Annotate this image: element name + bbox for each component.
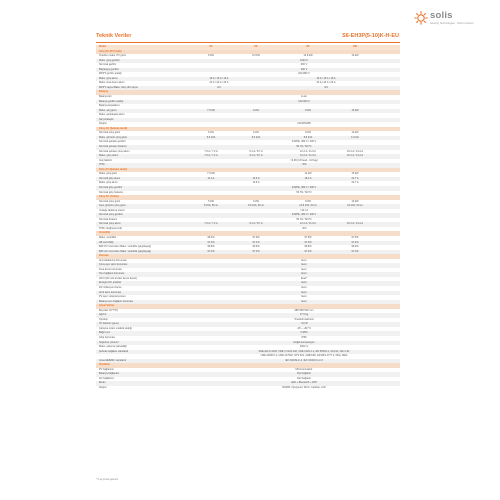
spec-value-2: 13.6 A [252, 176, 260, 180]
spec-value-4: 97.9% [351, 235, 359, 239]
spec-value-4: 22.7 A [351, 181, 359, 185]
spec-value-3: 12.2 A / 11.6 A [300, 149, 316, 153]
spec-label: Maks. çıkış akımı [99, 154, 119, 158]
spec-value-1: 7.5 kW [207, 172, 215, 176]
spec-label: Çalışma ortam sıcaklık aralığı [99, 326, 132, 330]
spec-value-shared: Evet [301, 299, 307, 303]
spec-value-shared: <3% [301, 163, 307, 167]
spec-label: Nominal şebeke gerilimi [99, 140, 126, 144]
spec-value-shared: 1000 V [300, 58, 308, 62]
spec-value-2: 6.6 kVA [251, 135, 261, 139]
spec-label: Maks. görünür çıkış gücü [99, 135, 127, 139]
spec-value-5k-6k: 16 A / 16 A / 16 A [209, 76, 229, 80]
spec-label: Nominal çıkış gerilimi [99, 213, 123, 217]
spec-value-3: 12.8 kVA, 60 sn [299, 204, 317, 208]
spec-value-shared: Evet [301, 285, 307, 289]
spec-value-shared: 160 V [300, 67, 308, 71]
spec-label: Nominal çıkış gücü [99, 131, 121, 135]
spec-value-shared: <2% [301, 226, 307, 230]
spec-label: AB verimliliği [99, 240, 114, 244]
spec-label: Nominal şebeke frekansı [99, 145, 127, 149]
spec-table [96, 45, 400, 391]
spec-label: Batarya gerilim aralığı [99, 99, 124, 103]
spec-value-shared: UNE 206007-1, UNE 217002, NTS 631, G98/G99, AS/NZS 4777.2, PEA, MEA [260, 354, 348, 358]
spec-label: Ağırlık [99, 313, 107, 317]
spec-value-shared: Evet [301, 263, 307, 267]
spec-label: BAT-PV üzerinden Maks. verimlilik (şarj/deşarj) [99, 245, 151, 249]
spec-label: Nominal çıkış akımı [99, 222, 121, 226]
spec-label: Ekran [99, 381, 106, 385]
spec-value-3: 97.0% [304, 240, 312, 244]
spec-value-shared: 4000 m [299, 345, 309, 349]
spec-label: Soğutma yöntemi [99, 340, 119, 344]
sheet-header [96, 33, 399, 41]
spec-label: Batarya bağlantısı [99, 372, 120, 376]
spec-value-shared: <10 ms [299, 208, 309, 212]
spec-label: Nominal giriş akımı [99, 176, 121, 180]
spec-label: Nominal çıkış gücü [99, 199, 121, 203]
section-title: Koruma [99, 254, 109, 258]
spec-value-shared: 0-95% [300, 331, 308, 335]
spec-label: PV bağlantısı [99, 367, 114, 371]
spec-value-8k-10k: 16 A / 16 A / 16 A [316, 76, 336, 80]
spec-value-1: 96.8% [207, 245, 215, 249]
spec-value-2: 6 kW [253, 131, 259, 135]
spec-value-shared: RS485, Opsiyonel: Wi-Fi, Cellular, LAN [282, 386, 326, 390]
spec-label: Boyutlar (G*Y*D) [99, 308, 118, 312]
spec-value-2: 6 kW [253, 199, 259, 203]
spec-value-1: 8 kW [208, 54, 214, 58]
spec-value-shared: VDE-AR-N 4105, VDE V 0124-100, VDE 0126-1-1, EN 50549-1, C10/11, CEI 0-21 [258, 349, 350, 353]
spec-value-shared: Evet [301, 258, 307, 262]
spec-label: Güç faktörü [99, 158, 112, 162]
section-title: Verimlilik [99, 231, 110, 235]
spec-value-1: 5 kW [208, 131, 214, 135]
spec-value-shared: 120-600 V [298, 99, 310, 103]
section-title: Çıkış AC (Yedek) [99, 195, 119, 199]
spec-label: Anti-Adalanma Koruması [99, 258, 127, 262]
spec-value-4: 15.2 A / 14.4 A [346, 222, 364, 226]
column-header-model: Model [99, 45, 107, 48]
spec-value-3: 12.8 kW [303, 54, 313, 58]
spec-label: Topoloji [99, 317, 108, 321]
spec-value-shared: 50 Hz / 60 Hz [296, 217, 312, 221]
spec-value-3: 8 kW [305, 199, 311, 203]
sun-logo-icon [414, 11, 428, 25]
spec-value-shared: 3/N/PE, 380 V / 400 V [291, 213, 317, 217]
spec-value-shared: 50 Hz / 60 Hz [296, 145, 312, 149]
spec-value-4: 22.7 A [351, 176, 359, 180]
spec-label: Maks. kısa devre akımı [99, 81, 125, 85]
spec-value-shared: <10 W [300, 322, 308, 326]
spec-value-4: 97.3% [351, 249, 359, 253]
spec-value-shared: Li-ion [300, 95, 308, 99]
spec-label: Tepe görünür çıkış gücü [99, 204, 126, 208]
spec-label: Batarya kapasitesi [99, 104, 120, 108]
spec-label: Maks. verimlilik [99, 235, 116, 239]
column-header-5k: 5K [209, 45, 213, 48]
spec-label: DC izolasyon izleme [99, 285, 122, 289]
spec-value-shared: >0.99 (0.8 lead - 0.8 lag) [290, 158, 318, 162]
spec-value-shared: IP66 [301, 336, 307, 339]
spec-value-4: 96.9% [351, 245, 359, 249]
section-title: Çıkış AC (Şebeke tarafı) [99, 126, 128, 130]
spec-value-8k-10k: 3/4 [324, 85, 328, 89]
spec-value-4: 15.2 A / 14.4 A [346, 149, 364, 153]
spec-value-3: 8 kW [305, 108, 311, 112]
spec-value-shared: Evet [301, 281, 307, 285]
spec-value-3: 12.2 A / 11.6 A [300, 154, 316, 158]
spec-value-shared: 3/N/PE, 380 V / 400 V [291, 140, 317, 144]
spec-value-shared: Transformatörsüz [294, 317, 314, 321]
spec-value-shared: Evet [301, 267, 307, 271]
spec-value-3: 97.2% [304, 249, 312, 253]
spec-label: Kısa devre koruması [99, 267, 122, 271]
spec-value-4: 11 kVA [351, 135, 359, 139]
spec-value-3: 97.8% [304, 235, 312, 239]
spec-label: AC bağlantısı [99, 376, 115, 380]
spec-value-2: 9.1 A / 8.7 A [249, 222, 263, 226]
spec-label: Nominal gerilim [99, 63, 117, 67]
spec-value-1: 5 kW [208, 199, 214, 203]
spec-label: Önerilen maks. PV gücü [99, 54, 126, 58]
spec-value-2: 13.6 A [252, 181, 260, 185]
spec-value-shared: 27.5 kg [299, 313, 309, 317]
spec-label: Entegre DC anahtar [99, 281, 122, 285]
spec-label: Yedeğe aktarma süresi [99, 208, 125, 212]
header-divider [96, 42, 400, 43]
spec-value-1: 97.2% [207, 249, 215, 253]
spec-value-4: 15 kW [351, 172, 359, 176]
spec-label: Nominal frekans [99, 217, 118, 221]
model-series: S6-EH3P(5-10)K-H-EU [342, 33, 399, 39]
spec-label: Maks. giriş gücü [99, 172, 118, 176]
spec-value-3: 96.9% [304, 245, 312, 249]
spec-label: MPPT gerilim aralığı [99, 72, 122, 76]
spec-value-1: 5.5 kVA [206, 135, 216, 139]
spec-value-4: 97.2% [351, 240, 359, 244]
spec-label: Batarya ters bağlantı koruması [99, 299, 134, 303]
spec-value-shared: 3/N/PE, 380 V / 400 V [291, 185, 317, 189]
spec-label: Maks. giriş akımı [99, 181, 118, 185]
spec-label: Nominal giriş frekansı [99, 190, 124, 194]
spec-label: Artık akım koruması [99, 290, 122, 294]
spec-label: Maks. giriş gerilimi [99, 58, 120, 62]
footnote: * 6 ay içinde gelecek [96, 478, 118, 481]
spec-value-4: 15.2 A / 14.4 A [346, 154, 364, 158]
spec-value-2: 9.1 A / 8.7 A [249, 154, 263, 158]
spec-value-4: 10 kW [351, 199, 359, 203]
spec-value-1: 7.5 kW [207, 108, 215, 112]
spec-value-shared: MC4 konnektör [295, 367, 313, 371]
section-title: Genel Veriler [99, 304, 115, 308]
spec-row [96, 386, 400, 391]
spec-value-2: 9 kW [253, 108, 259, 112]
spec-value-shared: Evet [301, 272, 307, 276]
column-header-8k: 8K [306, 45, 310, 48]
spec-label: Şebeke bağlantı standardı [99, 349, 129, 353]
spec-value-2: 97.1% [252, 240, 260, 244]
spec-value-shared: Fişli bağlantı [296, 376, 312, 380]
spec-value-2: 9.6 kW [252, 54, 260, 58]
spec-value-shared: Evet* [301, 276, 307, 280]
solis-logo [414, 9, 474, 35]
spec-value-shared: -25 ~ +60 °C [296, 326, 312, 330]
column-header-10k: 10K [352, 45, 358, 48]
spec-value-3: 12 kW [304, 172, 312, 176]
spec-value-8k-10k: 24 A / 24 A / 24 A [316, 81, 336, 85]
spec-value-shared: CAN/RS485 [297, 122, 311, 126]
section-title: Giriş DC (PV tarafı) [99, 49, 122, 53]
spec-value-shared: Doğal konveksiyon [293, 340, 315, 344]
spec-value-shared: 486*460*220 mm [294, 308, 314, 312]
spec-value-2: 9.6 kVA, 60 sn [247, 204, 265, 208]
brand-tagline: Ginlong Technologies · Solis Inverters [430, 22, 474, 25]
spec-value-2: 97.9% [252, 235, 260, 239]
spec-label: Nominal şebeke çıkış akımı [99, 149, 130, 153]
spec-value-shared: Evet [301, 290, 307, 294]
spec-value-shared: LED + Bluetooth + APP [291, 381, 317, 385]
spec-value-1: 7.6 A / 7.2 A [204, 154, 218, 158]
spec-value-3: 18.2 A [304, 176, 312, 180]
spec-label: THDi [99, 163, 105, 167]
spec-value-1: 98.0% [207, 235, 215, 239]
spec-value-shared: Fişli bağlantı [296, 372, 312, 376]
spec-label: Giriş koruması [99, 336, 116, 339]
spec-value-4: 15 kW [351, 108, 359, 112]
spec-value-4: 16 kW [351, 54, 359, 58]
column-header-6k: 6K [254, 45, 258, 48]
spec-value-shared: 50 Hz / 60 Hz [296, 190, 312, 194]
spec-value-1: 11.3 A [207, 176, 215, 180]
spec-label: Batarya tipi [99, 95, 112, 99]
spec-value-3: 8.8 kVA [303, 135, 313, 139]
spec-label: Güvenlik/EMC standardı [99, 358, 127, 362]
spec-label: Bağıl nem [99, 331, 111, 335]
section-title: Batarya [99, 90, 109, 94]
spec-value-4: 10 kW [351, 131, 359, 135]
spec-label: THDv (doğrusal yük) [99, 226, 122, 230]
spec-value-1: 97.3% [207, 240, 215, 244]
spec-label: Maks. çalışma yüksekliği [99, 345, 127, 349]
spec-label: Çıkış aşırı akım koruması [99, 263, 128, 267]
spec-value-shared: 600 V [300, 63, 308, 67]
spec-value-1: 7.6 A / 7.2 A [204, 149, 218, 153]
spec-value-3: 8 kW [305, 131, 311, 135]
spec-label: Maks. şarj/deşarj akımı [99, 113, 125, 117]
spec-value-5k-6k: 24 A / 24 A / 24 A [209, 81, 229, 85]
spec-value-shared: 200-850 V [298, 72, 310, 76]
spec-value-4: 16 kVA, 60 sn [347, 204, 363, 208]
spec-value-2: 9.1 A / 8.7 A [249, 149, 263, 153]
spec-label: Öz tüketim (gece) [99, 322, 119, 326]
spec-value-1: 7.6 A / 7.2 A [204, 222, 218, 226]
spec-value-shared: IEC 62109-1/-2, IEC 61000-6-1/-3 [285, 358, 323, 362]
spec-value-2: 96.9% [252, 245, 260, 249]
spec-label: İletişim [99, 122, 107, 126]
spec-label: MPPT sayısı/Maks. Giriş dizi sayısı [99, 85, 138, 89]
spec-label: İletişim [99, 386, 107, 390]
spec-value-5k-6k: 2/2 [217, 85, 221, 89]
spec-label: Maks. giriş akımı [99, 76, 118, 80]
brand-name: solis [430, 10, 453, 21]
spec-label: Ters bağlantı koruması [99, 272, 125, 276]
spec-label: Nominal giriş gerilimi [99, 185, 123, 189]
spec-label: PV aşırı voltaj koruması [99, 295, 126, 299]
section-title: Giriş AC (Şebeke tarafı) [99, 167, 127, 171]
spec-value-shared: Evet [301, 295, 307, 299]
spec-label: Maks. şarj gücü [99, 108, 117, 112]
spec-label: BAT-AC üzerinden Maks. verimlilik (şarj/deşarj) [99, 249, 152, 253]
page-title: Teknik Veriler [96, 33, 132, 39]
spec-value-1: 8 kVA, 60 sn [204, 204, 218, 208]
spec-value-2: 97.2% [252, 249, 260, 253]
spec-label: Şarj stratejisi [99, 117, 114, 121]
spec-label: AFCI (DC ark arızası devre kesici) [99, 276, 137, 280]
spec-value-3: 12.2 A / 11.6 A [300, 222, 316, 226]
spec-label: Başlangıç gerilimi [99, 67, 119, 71]
section-title: Özellikler [99, 363, 111, 367]
